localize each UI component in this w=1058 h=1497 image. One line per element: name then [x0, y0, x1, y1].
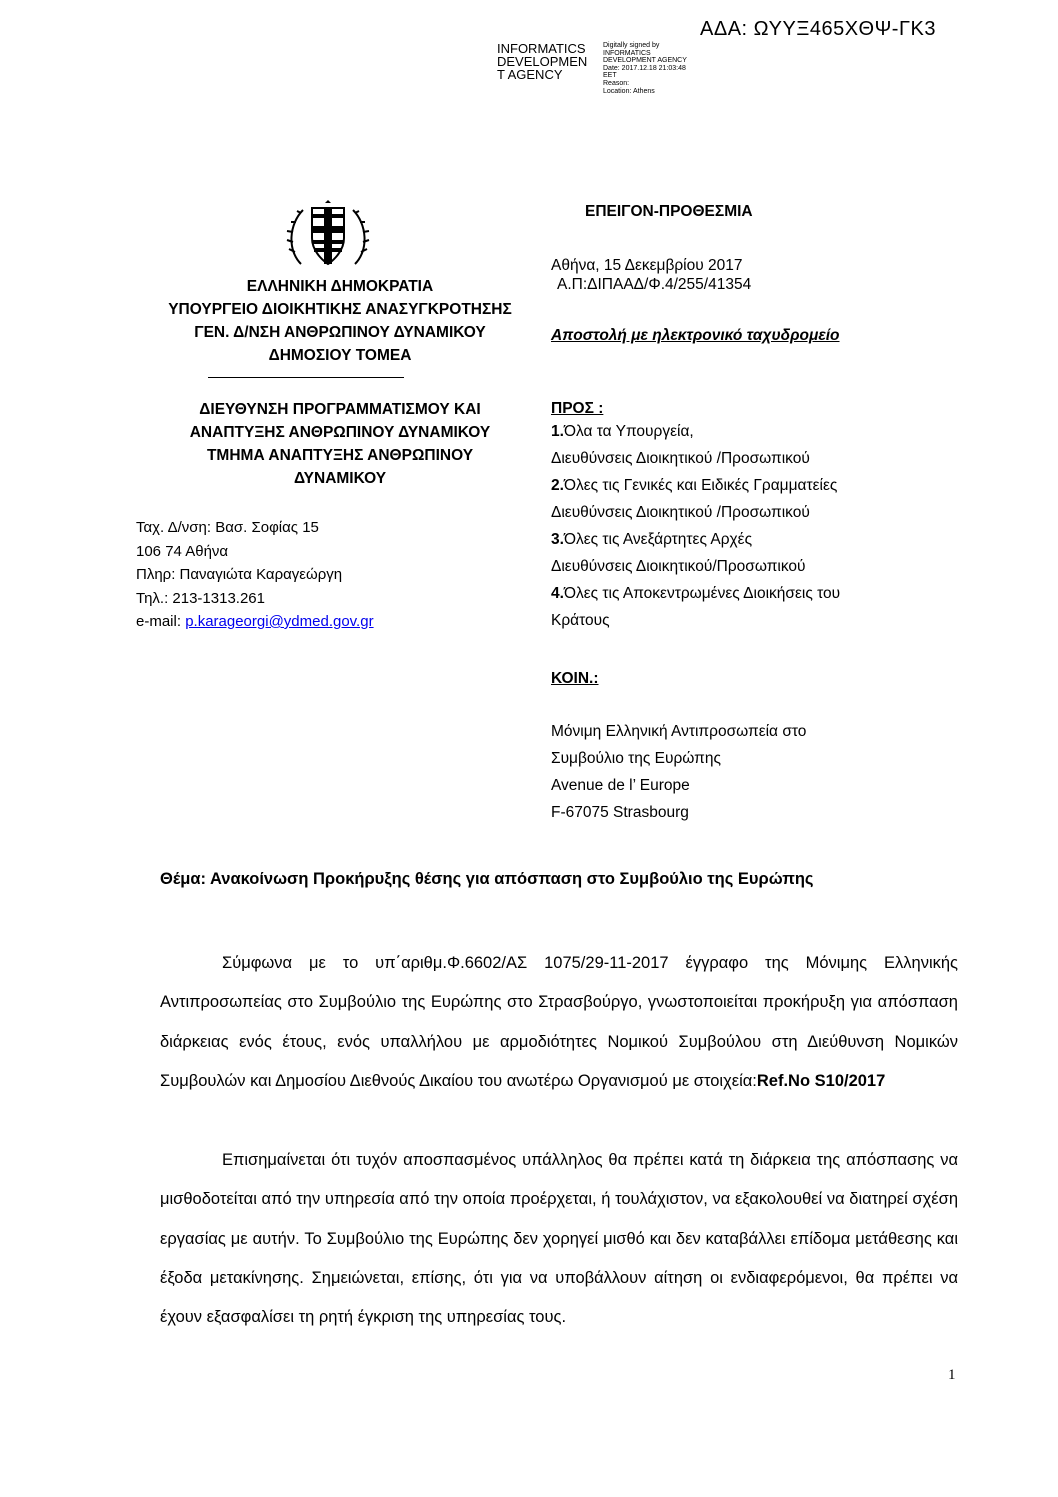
- email-label: e-mail:: [136, 613, 186, 630]
- cc-line: Μόνιμη Ελληνική Αντιπροσωπεία στο: [551, 723, 807, 740]
- cc-line: F-67075 Strasbourg: [551, 804, 689, 821]
- recipient-number: 2.: [551, 477, 564, 494]
- directorate-header: [140, 398, 540, 490]
- recipient-line: [551, 472, 840, 499]
- digital-signature-name: [497, 42, 597, 81]
- recipient-number: 4.: [551, 585, 564, 602]
- digital-signature-details: [603, 42, 723, 95]
- recipient-text: Όλες τις Ανεξάρτητες Αρχές: [563, 531, 753, 548]
- page-number: 1: [948, 1367, 956, 1383]
- recipient-line: [551, 445, 840, 472]
- cc-line: Συμβούλιο της Ευρώπης: [551, 750, 721, 767]
- contact-block: [136, 516, 374, 634]
- subject-line: Θέμα: Ανακοίνωση Προκήρυξης θέσης για απόσπαση στο Συμβούλιο της Ευρώπης: [160, 870, 814, 888]
- recipient-text: Διευθύνσεις Διοικητικού /Προσωπικού: [551, 450, 810, 467]
- body-paragraph-1: [160, 944, 958, 1101]
- recipient-text: Διευθύνσεις Διοικητικού /Προσωπικού: [551, 504, 810, 521]
- header-line: ΔΥΝΑΜΙΚΟΥ: [293, 470, 387, 487]
- cc-line: Avenue de l’ Europe: [551, 777, 690, 794]
- contact-person: Πληρ: Παναγιώτα Καραγεώργη: [136, 566, 343, 583]
- recipient-line: [551, 580, 840, 607]
- recipient-text: Όλα τα Υπουργεία,: [563, 423, 694, 440]
- header-line: ΓΕΝ. Δ/ΝΣΗ ΑΝΘΡΩΠΙΝΟΥ ΔΥΝΑΜΙΚΟΥ: [194, 324, 486, 341]
- cc-label: ΚΟΙΝ.:: [551, 670, 599, 687]
- header-line: ΕΛΛΗΝΙΚΗ ΔΗΜΟΚΡΑΤΙΑ: [246, 278, 434, 295]
- protocol-number: Α.Π:ΔΙΠΑΑΔ/Φ.4/255/41354: [557, 276, 752, 293]
- cc-list: [551, 718, 806, 826]
- signature-detail-line: INFORMATICS: [603, 49, 651, 57]
- greek-coat-of-arms-icon: [285, 200, 371, 272]
- contact-address: Ταχ. Δ/νση: Βασ. Σοφίας 15: [136, 519, 319, 536]
- reference-number: Ref.No S10/2017: [756, 1071, 886, 1090]
- recipient-line: [551, 553, 840, 580]
- recipient-number: 3.: [551, 531, 564, 548]
- signature-detail-line: Reason:: [603, 79, 630, 87]
- ministry-header: [140, 275, 540, 367]
- recipient-number: 1.: [551, 423, 564, 440]
- recipient-line: [551, 418, 840, 445]
- signature-name-line: DEVELOPMEN: [497, 54, 588, 69]
- recipient-line: [551, 499, 840, 526]
- recipient-text: Όλες τις Αποκεντρωμένες Διοικήσεις του: [563, 585, 841, 602]
- signature-detail-line: Digitally signed by: [603, 42, 660, 49]
- recipient-text: Διευθύνσεις Διοικητικού/Προσωπικού: [551, 558, 806, 575]
- email-link[interactable]: p.karageorgi@ydmed.gov.gr: [185, 613, 374, 630]
- header-line: ΑΝΑΠΤΥΞΗΣ ΑΝΘΡΩΠΙΝΟΥ ΔΥΝΑΜΙΚΟΥ: [189, 424, 491, 441]
- contact-phone: Τηλ.: 213-1313.261: [136, 589, 265, 607]
- body-paragraph-2: Επισημαίνεται ότι τυχόν αποσπασμένος υπάλληλος θα πρέπει κατά τη διάρκεια της απόσπασης να μισθοδοτείται από την υπηρεσία από την οποία προέρχεται, ή τουλάχιστον, να εξακολουθεί να διατηρεί σχέση εργασίας με αυτήν. Το Συμβούλιο της Ευρώπης δεν χορηγεί μισθό και δεν καταβάλλει επίδομα μετάθεσης και έξοδα μετακίνησης. Σημειώνεται, επίσης, ότι για να υποβάλλουν αίτηση οι ενδιαφερόμενοι, θα πρέπει να έχουν εξασφαλίσει τη ρητή έγκριση της υπηρεσίας τους.: [160, 1151, 958, 1327]
- recipient-line: [551, 526, 840, 553]
- document-date: Αθήνα, 15 Δεκεμβρίου 2017: [551, 257, 743, 274]
- header-line: ΔΙΕΥΘΥΝΣΗ ΠΡΟΓΡΑΜΜΑΤΙΣΜΟΥ ΚΑΙ: [199, 401, 481, 418]
- signature-name-line: INFORMATICS: [497, 41, 586, 56]
- recipient-line: [551, 607, 840, 634]
- delivery-method-note: Αποστολή με ηλεκτρονικό ταχυδρομείο: [551, 327, 840, 344]
- header-divider: [208, 377, 404, 378]
- recipient-text: Κράτους: [551, 612, 610, 629]
- signature-detail-line: Location: Athens: [603, 87, 655, 95]
- signature-name-line: T AGENCY: [497, 67, 563, 82]
- header-line: ΔΗΜΟΣΙΟΥ ΤΟΜΕΑ: [268, 347, 412, 364]
- signature-detail-line: DEVELOPMENT AGENCY: [603, 57, 687, 65]
- recipients-list: [551, 418, 840, 634]
- recipients-label: ΠΡΟΣ :: [551, 400, 604, 417]
- header-line: ΤΜΗΜΑ ΑΝΑΠΤΥΞΗΣ ΑΝΘΡΩΠΙΝΟΥ: [206, 447, 474, 464]
- signature-detail-line: EET: [603, 72, 617, 80]
- signature-detail-line: Date: 2017.12.18 21:03:48: [603, 64, 686, 72]
- urgency-label: ΕΠΕΙΓΟΝ-ΠΡΟΘΕΣΜΙΑ: [585, 203, 753, 220]
- header-line: ΥΠΟΥΡΓΕΙΟ ΔΙΟΙΚΗΤΙΚΗΣ ΑΝΑΣΥΓΚΡΟΤΗΣΗΣ: [168, 301, 512, 318]
- ada-code: ΑΔΑ: ΩΥΥΞ465ΧΘΨ-ΓΚ3: [700, 18, 936, 40]
- contact-city: 106 74 Αθήνα: [136, 542, 229, 560]
- recipient-text: Όλες τις Γενικές και Ειδικές Γραμματείες: [563, 477, 838, 494]
- paragraph-text: Σύμφωνα με το υπ΄αριθμ.Φ.6602/ΑΣ 1075/29-11-2017 έγγραφο της Μόνιμης Ελληνικής Αντιπροσωπείας στο Συμβούλιο της Ευρώπης στο Στρασβούργο, γνωστοποιείται προκήρυξη για απόσπαση διάρκειας ενός έτους, ενός υπαλλήλου με αρμοδιότητες Νομικού Συμβούλου στη Διεύθυνση Νομικών Συμβουλών και Δημοσίου Διεθνούς Δικαίου του ανωτέρω Οργανισμού με στοιχεία:: [160, 954, 958, 1090]
- contact-email-row: [136, 610, 374, 634]
